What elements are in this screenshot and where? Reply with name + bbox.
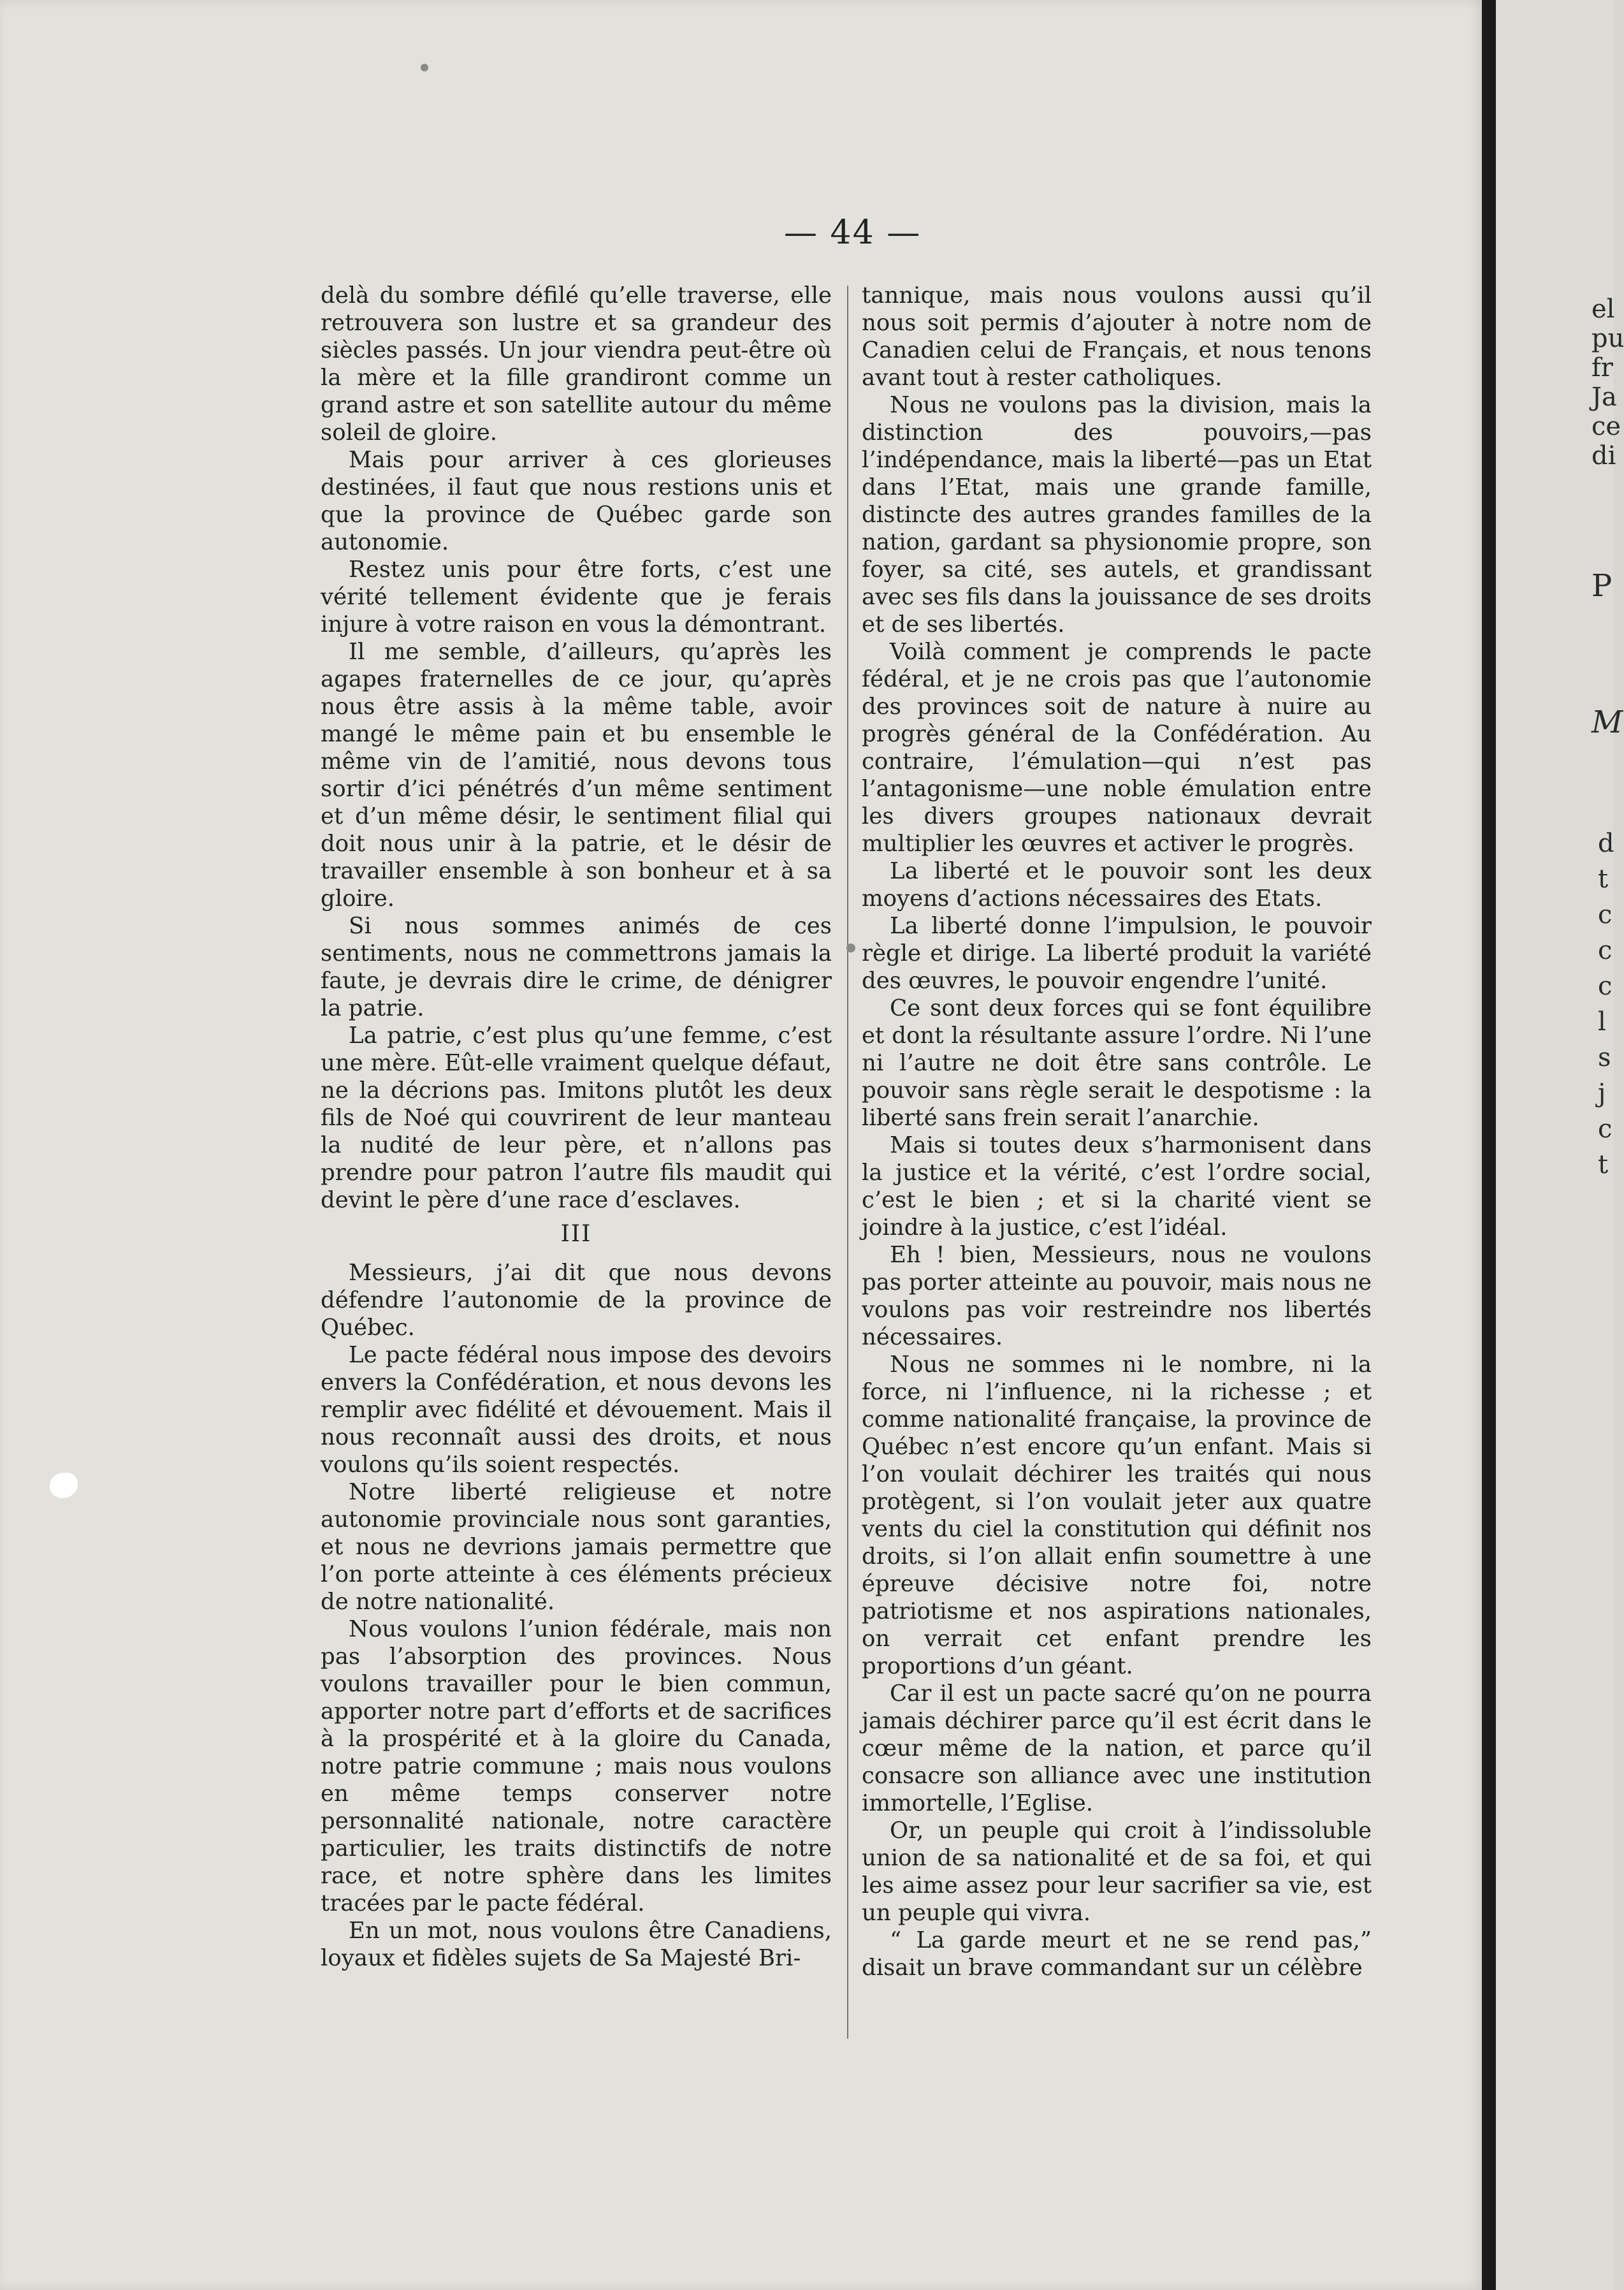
paragraph: Si nous sommes animés de ces sentiments, nous ne commettrons jamais la faute, je devrais dire le crime, de dénigrer la patrie. (321, 913, 832, 1021)
page-number: — 44 — (784, 214, 922, 252)
adjacent-page-text: c (1598, 900, 1613, 930)
paragraph: Eh ! bien, Messieurs, nous ne voulons pas porter atteinte au pouvoir, mais nous ne voulons pas voir restreindre nos libertés nécessaires. (862, 1242, 1372, 1350)
paragraph: Il me semble, d’ailleurs, qu’après les agapes fraternelles de ce jour, qu’après nous être assis à la même table, avoir mangé le même pain et bu ensemble le même vin de l’amitié, nous devons tous sortir d’ici pénétrés d’un même sentiment et d’un même désir, le sentiment filial qui doit nous unir à la patrie, et le désir de travailler ensemble à son bonheur et à sa gloire. (321, 639, 832, 912)
paragraph: En un mot, nous voulons être Canadiens, loyaux et fidèles sujets de Sa Majesté Bri- (321, 1918, 832, 1971)
paragraph: Nous voulons l’union fédérale, mais non pas l’absorption des provinces. Nous voulons travailler pour le bien commun, apporter notre part d’efforts et de sacrifices à la prospérité et à la gloire du Canada, notre patrie commune ; mais nous voulons en même temps conserver notre personnalité nationale, notre caractère particulier, les traits distinctifs de notre race, et notre sphère dans les limites tracées par le pacte fédéral. (321, 1616, 832, 1916)
paragraph: Restez unis pour être forts, c’est une vérité tellement évidente que je ferais injure à votre raison en vous la démontrant. (321, 557, 832, 638)
left-column (321, 282, 832, 1972)
adjacent-page-edge (1496, 0, 1624, 2290)
adjacent-page-text: M (1591, 704, 1623, 740)
adjacent-page-text: j (1598, 1079, 1606, 1108)
paragraph: Messieurs, j’ai dit que nous devons défendre l’autonomie de la province de Québec. (321, 1260, 832, 1341)
paragraph: Notre liberté religieuse et notre autonomie provinciale nous sont garanties, et nous ne devrions jamais permettre que l’on porte atteinte à ces éléments précieux de notre nationalité. (321, 1479, 832, 1615)
adjacent-page-text: pu (1591, 324, 1624, 353)
adjacent-page-text: t (1598, 864, 1609, 894)
paragraph: La liberté et le pouvoir sont les deux moyens d’actions nécessaires des Etats. (862, 858, 1372, 912)
adjacent-page-text: d (1598, 829, 1614, 858)
paragraph: Le pacte fédéral nous impose des devoirs envers la Confédération, et nous devons les remplir avec fidélité et dévouement. Mais il nous reconnaît aussi des droits, et nous voulons qu’ils soient respectés. (321, 1342, 832, 1478)
adjacent-page-text: Ja (1591, 383, 1617, 412)
paragraph: Nous ne sommes ni le nombre, ni la force, ni l’influence, ni la richesse ; et comme nationalité française, la province de Québec n’est encore qu’un enfant. Mais si l’on voulait déchirer les traités qui nous protègent, si l’on voulait jeter aux quatre vents du ciel la constitution qui définit nos droits, si l’on allait enfin soumettre à une épreuve décisive notre foi, notre patriotisme et nos aspirations nationales, on verrait cet enfant prendre les proportions d’un géant. (862, 1352, 1372, 1679)
paragraph: tannique, mais nous voulons aussi qu’il nous soit permis d’ajouter à notre nom de Canadien celui de Français, et nous tenons avant tout à rester catholiques. (862, 282, 1372, 391)
paragraph: Or, un peuple qui croit à l’indissoluble union de sa nationalité et de sa foi, et qui les aime assez pour leur sacrifier sa vie, est un peuple qui vivra. (862, 1818, 1372, 1926)
paragraph: delà du sombre défilé qu’elle traverse, elle retrouvera son lustre et sa grandeur des siècles passés. Un jour viendra peut-être où la mère et la fille grandiront comme un grand astre et son satellite autour du même soleil de gloire. (321, 282, 832, 446)
paragraph: Ce sont deux forces qui se font équilibre et dont la résultante assure l’ordre. Ni l’une ni l’autre ne doit être sans contrôle. Le pouvoir sans règle serait le despotisme : la liberté sans frein serait l’anarchie. (862, 995, 1372, 1131)
paragraph: La liberté donne l’impulsion, le pouvoir règle et dirige. La liberté produit la variété des œuvres, le pouvoir engendre l’unité. (862, 913, 1372, 994)
adjacent-page-text: ce (1591, 412, 1621, 441)
paragraph: Voilà comment je comprends le pacte fédéral, et je ne crois pas que l’autonomie des provinces soit de nature à nuire au progrès général de la Confédération. Au contraire, l’émulation—qui n’est pas l’antagonisme—une noble émulation entre les divers groupes nationaux devrait multiplier les œuvres et activer le progrès. (862, 639, 1372, 857)
adjacent-page-text: t (1598, 1150, 1609, 1179)
adjacent-page-text: fr (1591, 353, 1613, 383)
paper-speck (421, 64, 428, 71)
book-gutter (1482, 0, 1496, 2290)
adjacent-page-text: c (1598, 972, 1613, 1001)
paper-damage-spot (50, 1473, 78, 1498)
paragraph: Mais si toutes deux s’harmonisent dans la justice et la vérité, c’est l’ordre social, c’est le bien ; et si la charité vient se joindre à la justice, c’est l’idéal. (862, 1132, 1372, 1241)
paragraph: Car il est un pacte sacré qu’on ne pourra jamais déchirer parce qu’il est écrit dans le cœur même de la nation, et parce qu’il consacre son alliance avec une institution immortelle, l’Eglise. (862, 1681, 1372, 1816)
paragraph: La patrie, c’est plus qu’une femme, c’est une mère. Eût-elle vraiment quelque défaut, ne la décrions pas. Imitons plutôt les deux fils de Noé qui couvrirent de leur manteau la nudité de leur père, et n’allons pas prendre pour patron l’autre fils maudit qui devint le père d’une race d’esclaves. (321, 1023, 832, 1213)
paragraph: Nous ne voulons pas la division, mais la distinction des pouvoirs,—pas l’indépendance, mais la liberté—pas un Etat dans l’Etat, mais une grande famille, distincte des autres grandes familles de la nation, gardant sa physionomie propre, son foyer, sa cité, ses autels, et grandissant avec ses fils dans la jouissance de ses droits et de ses libertés. (862, 392, 1372, 638)
section-heading: III (560, 1221, 592, 1247)
paper-speck (846, 944, 855, 952)
adjacent-page-text: c (1598, 936, 1613, 965)
adjacent-page-text: c (1598, 1114, 1613, 1144)
adjacent-page-text: di (1591, 441, 1616, 470)
adjacent-page-text: l (1598, 1007, 1606, 1037)
adjacent-page-text: s (1598, 1043, 1611, 1072)
paragraph: “ La garde meurt et ne se rend pas,” disait un brave commandant sur un célèbre (862, 1927, 1372, 1981)
paragraph: Mais pour arriver à ces glorieuses destinées, il faut que nous restions unis et que la province de Québec garde son autonomie. (321, 447, 832, 555)
right-column (862, 282, 1372, 1981)
column-divider (847, 286, 848, 2039)
adjacent-page-text: P (1591, 568, 1613, 604)
adjacent-page-text: el (1591, 295, 1615, 324)
